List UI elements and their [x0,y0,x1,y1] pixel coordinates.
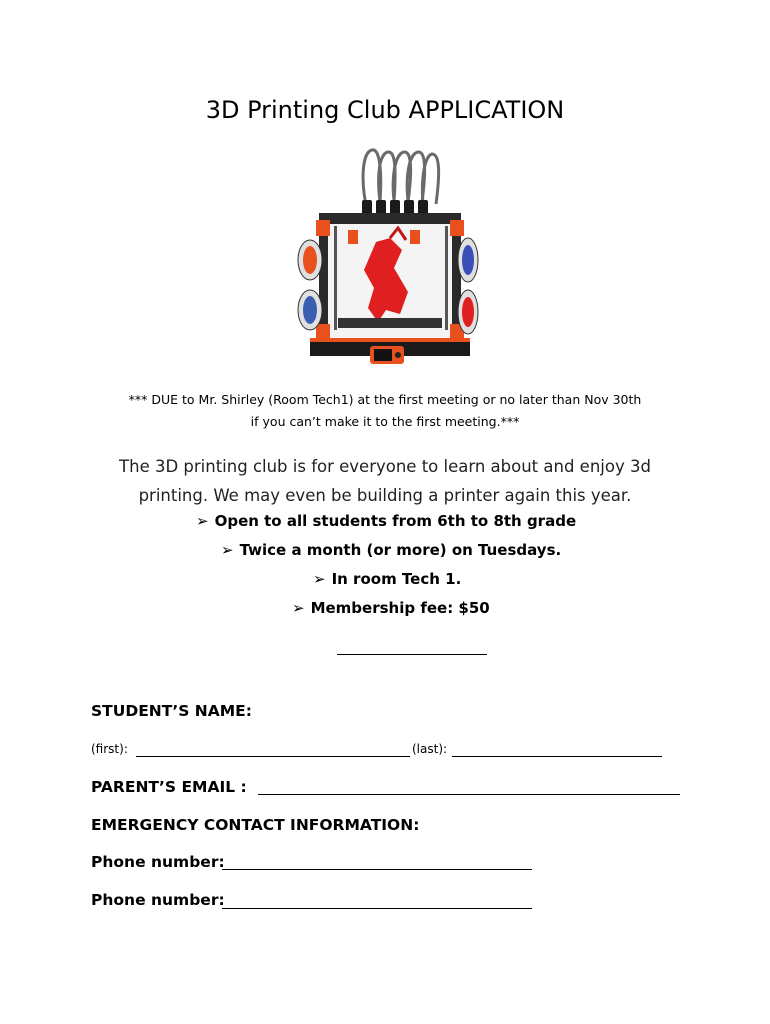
3d-printer-image [290,142,480,370]
intro-line-1: The 3D printing club is for everyone to learn about and enjoy 3d [119,457,651,476]
arrow-bullet-icon: ➢ [196,512,209,530]
due-notice-line-2: if you can’t make it to the first meeting.*** [250,414,520,429]
arrow-bullet-icon: ➢ [221,541,234,559]
phone-number-field-2[interactable] [222,908,532,909]
intro-text [100,452,670,510]
list-item: ➢ Open to all students from 6th to 8th grade [196,512,577,530]
parent-email-label: PARENT’S EMAIL : [91,778,247,796]
first-name-label: (first): [91,742,128,756]
arrow-bullet-icon: ➢ [313,570,326,588]
phone-number-label-2: Phone number: [91,891,225,909]
due-notice [60,389,710,433]
student-name-label: STUDENT’S NAME: [91,702,252,720]
section-divider [337,654,487,655]
phone-number-label-1: Phone number: [91,853,225,871]
arrow-bullet-icon: ➢ [292,599,305,617]
list-item: ➢ In room Tech 1. [313,570,462,588]
last-name-label: (last): [412,742,448,756]
list-item: ➢ Twice a month (or more) on Tuesdays. [221,541,562,559]
last-name-field[interactable] [452,756,662,757]
emergency-contact-label: EMERGENCY CONTACT INFORMATION: [91,816,420,834]
due-notice-line-1: *** DUE to Mr. Shirley (Room Tech1) at the first meeting or no later than Nov 30th [128,392,642,407]
list-item: ➢ Membership fee: $50 [292,599,490,617]
parent-email-field[interactable] [258,794,680,795]
page-title: 3D Printing Club APPLICATION [205,96,565,124]
intro-line-2: printing. We may even be building a printer again this year. [138,486,632,505]
phone-number-field-1[interactable] [222,869,532,870]
first-name-field[interactable] [136,756,410,757]
